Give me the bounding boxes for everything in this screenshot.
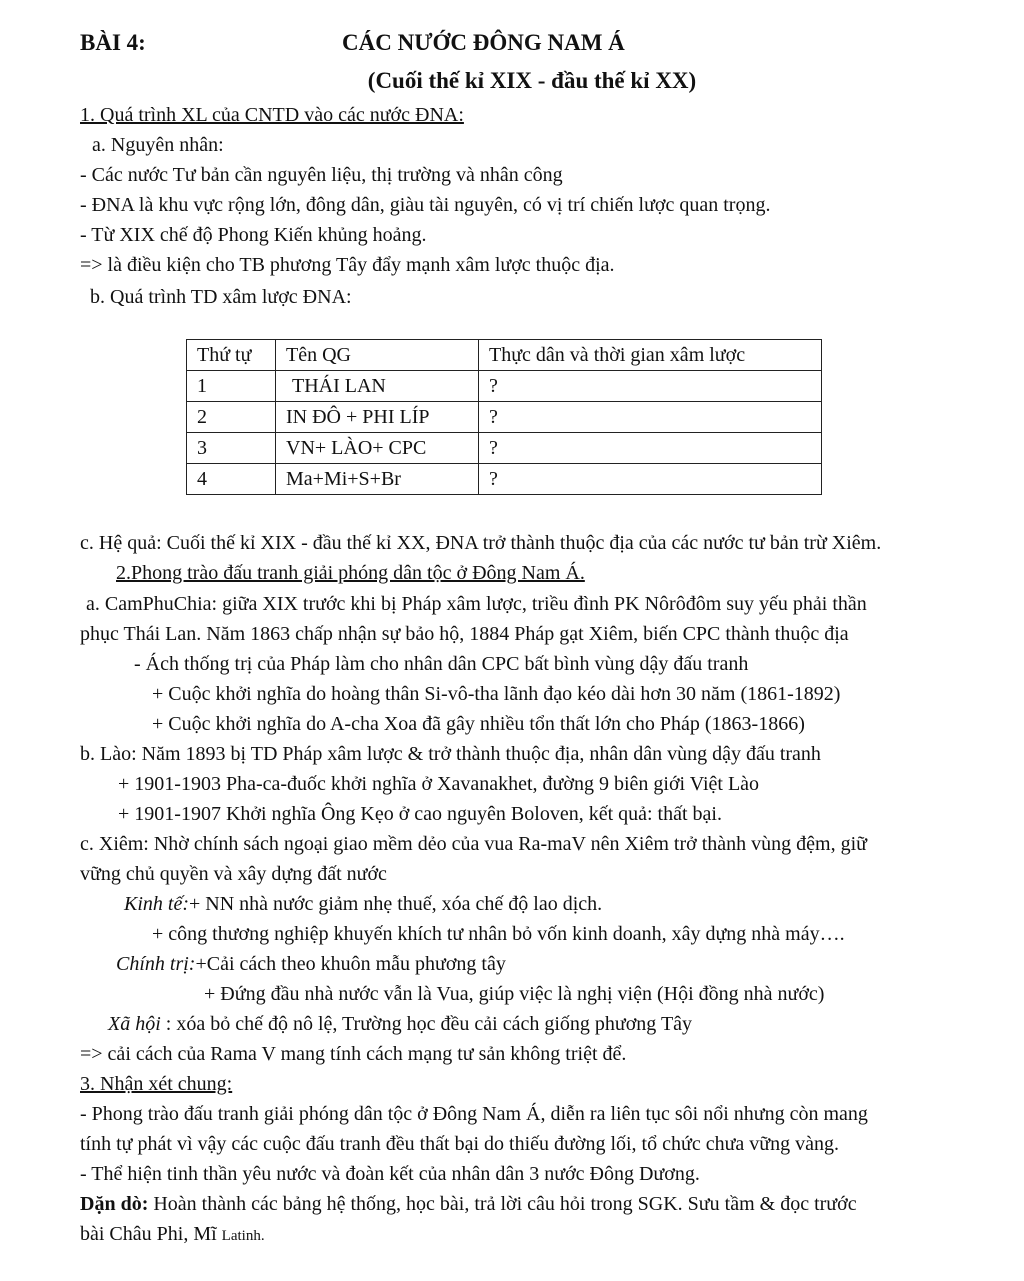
economy-line (124, 891, 602, 917)
cambodia-line: phục Thái Lan. Năm 1863 chấp nhận sự bảo hộ, 1884 Pháp gạt Xiêm, biến CPC thành thuộc địa (80, 623, 849, 645)
society-line (108, 1011, 692, 1037)
homework-text: Hoàn thành các bảng hệ thống, học bài, trả lời câu hỏi trong SGK. Sưu tầm & đọc trước (148, 1193, 857, 1215)
table-cell: 4 (187, 464, 276, 495)
cause-line: - Từ XIX chế độ Phong Kiến khủng hoảng. (80, 224, 427, 246)
homework-label: Dặn dò: (80, 1193, 149, 1215)
table-cell: VN+ LÀO+ CPC (276, 433, 479, 464)
homework-text-small: Latinh. (221, 1228, 265, 1244)
section2-heading: 2.Phong trào đấu tranh giải phóng dân tộc ở Đông Nam Á. (116, 562, 585, 584)
page-title: CÁC NƯỚC ĐÔNG NAM Á (342, 30, 625, 55)
table-cell: 2 (187, 402, 276, 433)
table-cell: 3 (187, 433, 276, 464)
laos-line: + 1901-1907 Khởi nghĩa Ông Kẹo ở cao nguyên Boloven, kết quả: thất bại. (118, 803, 722, 825)
table-header-cell: Tên QG (276, 340, 479, 371)
laos-line: + 1901-1903 Pha-ca-đuốc khởi nghĩa ở Xavanakhet, đường 9 biên giới Việt Lào (118, 773, 760, 795)
page-subtitle: (Cuối thế kỉ XIX - đầu thế kỉ XX) (367, 68, 697, 93)
cause-line: - Các nước Tư bản cần nguyên liệu, thị trường và nhân công (80, 164, 563, 186)
table-header-cell: Thứ tự (187, 340, 276, 371)
economy-label: Kinh tế: (124, 893, 189, 915)
table-cell: ? (479, 371, 822, 402)
table-header-cell: Thực dân và thời gian xâm lược (479, 340, 822, 371)
homework-line (80, 1191, 857, 1217)
consequence-text: c. Hệ quả: Cuối thế kỉ XIX - đầu thế kỉ XX, ĐNA trở thành thuộc địa của các nước tư bản trừ Xiêm. (80, 532, 882, 554)
reform-conclusion: => cải cách của Rama V mang tính cách mạng tư sản không triệt để. (80, 1043, 627, 1065)
cause-line: - ĐNA là khu vực rộng lớn, đông dân, giàu tài nguyên, có vị trí chiến lược quan trọng. (80, 194, 771, 216)
remark-line: - Phong trào đấu tranh giải phóng dân tộc ở Đông Nam Á, diễn ra liên tục sôi nổi nhưng còn mang (80, 1103, 868, 1125)
cambodia-line: + Cuộc khởi nghĩa do hoàng thân Si-vô-tha lãnh đạo kéo dài hơn 30 năm (1861-1892) (152, 683, 841, 705)
cambodia-line: + Cuộc khởi nghĩa do A-cha Xoa đã gây nhiều tổn thất lớn cho Pháp (1863-1866) (152, 713, 805, 735)
table-row (187, 402, 822, 433)
homework-text: bài Châu Phi, Mĩ (80, 1223, 222, 1245)
table-header-row (187, 340, 822, 371)
economy-text: + NN nhà nước giảm nhẹ thuế, xóa chế độ lao dịch. (189, 893, 603, 915)
politics-label: Chính trị: (116, 953, 196, 975)
table-cell: ? (479, 402, 822, 433)
society-label: Xã hội (108, 1013, 161, 1035)
siam-line: c. Xiêm: Nhờ chính sách ngoại giao mềm dẻo của vua Ra-maV nên Xiêm trở thành vùng đệm, giữ (80, 833, 867, 855)
economy-line: + công thương nghiệp khuyến khích tư nhân bỏ vốn kinh doanh, xây dựng nhà máy…. (152, 923, 845, 945)
cambodia-line: - Ách thống trị của Pháp làm cho nhân dân CPC bất bình vùng dậy đấu tranh (134, 653, 749, 675)
remark-line: - Thể hiện tinh thần yêu nước và đoàn kết của nhân dân 3 nước Đông Dương. (80, 1163, 700, 1185)
politics-line (116, 951, 506, 977)
siam-line: vững chủ quyền và xây dựng đất nước (80, 863, 387, 885)
table-cell: 1 (187, 371, 276, 402)
society-text: : xóa bỏ chế độ nô lệ, Trường học đều cải cách giống phương Tây (160, 1013, 693, 1035)
invasion-table (186, 339, 822, 495)
causes-heading: a. Nguyên nhân: (92, 134, 224, 156)
table-row (187, 371, 822, 402)
table-cell: Ma+Mi+S+Br (276, 464, 479, 495)
cambodia-line: a. CamPhuChia: giữa XIX trước khi bị Pháp xâm lược, triều đình PK Nôrôđôm suy yếu phải thần (86, 593, 867, 615)
homework-line (80, 1221, 265, 1249)
section1-heading: 1. Quá trình XL của CNTD vào các nước ĐNA: (80, 104, 464, 126)
cause-conclusion: => là điều kiện cho TB phương Tây đẩy mạnh xâm lược thuộc địa. (80, 254, 615, 276)
table-row (187, 433, 822, 464)
table-cell: IN ĐÔ + PHI LÍP (276, 402, 479, 433)
table-cell: THÁI LAN (276, 371, 479, 402)
table-cell: ? (479, 464, 822, 495)
table-row (187, 464, 822, 495)
invasion-heading: b. Quá trình TD xâm lược ĐNA: (90, 286, 352, 308)
lesson-number: BÀI 4: (80, 30, 146, 55)
politics-line: + Đứng đầu nhà nước vẫn là Vua, giúp việc là nghị viện (Hội đồng nhà nước) (204, 983, 825, 1005)
table-cell: ? (479, 433, 822, 464)
politics-text: +Cải cách theo khuôn mẫu phương tây (195, 953, 506, 975)
section3-heading: 3. Nhận xét chung: (80, 1073, 233, 1095)
laos-line: b. Lào: Năm 1893 bị TD Pháp xâm lược & trở thành thuộc địa, nhân dân vùng dậy đấu tranh (80, 743, 821, 765)
remark-line: tính tự phát vì vậy các cuộc đấu tranh đều thất bại do thiếu đường lối, tổ chức chưa vững vàng. (80, 1133, 840, 1155)
